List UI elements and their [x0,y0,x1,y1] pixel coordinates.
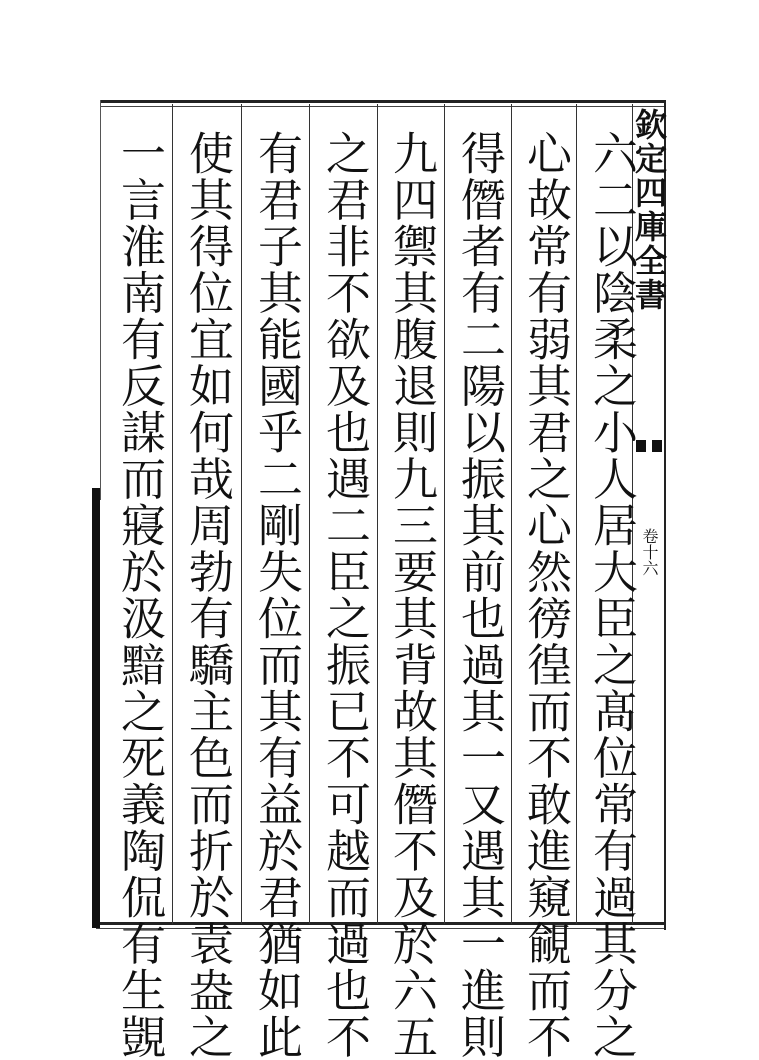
frame-top-rule-inner [100,106,666,107]
text-column-4: 九四禦其腹退則九三要其背故其僭不及於六五 [385,130,438,1060]
text-column-8: 一言淮南有反謀而寢於汲黯之死義陶侃有生覬 [113,130,166,1060]
column-divider [444,104,445,924]
text-column-5: 之君非不欲及也遇二臣之振已不可越而過也不 [318,130,371,1060]
text-column-6: 有君子其能國乎二剛失位而其有益於君猶如此 [250,130,303,1060]
volume-label: 卷十六 [640,528,659,576]
column-divider [172,104,173,924]
column-divider [241,104,242,924]
frame-top-rule [100,100,666,103]
frame-left-rule [100,100,101,500]
text-column-2: 心故常有弱其君之心然徬徨而不敢進窺覦而不 [519,130,572,1060]
binding-edge [92,488,100,928]
book-title: 欽定四庫全書 [630,108,668,312]
column-divider [309,104,310,924]
text-column-3: 得僭者有二陽以振其前也過其一又遇其一進則 [453,130,506,1060]
text-column-1: 六二以陰柔之小人居大臣之髙位常有過其分之 [585,130,638,1060]
text-column-7: 使其得位宜如何哉周勃有驕主色而折於袁盎之 [181,130,234,1060]
